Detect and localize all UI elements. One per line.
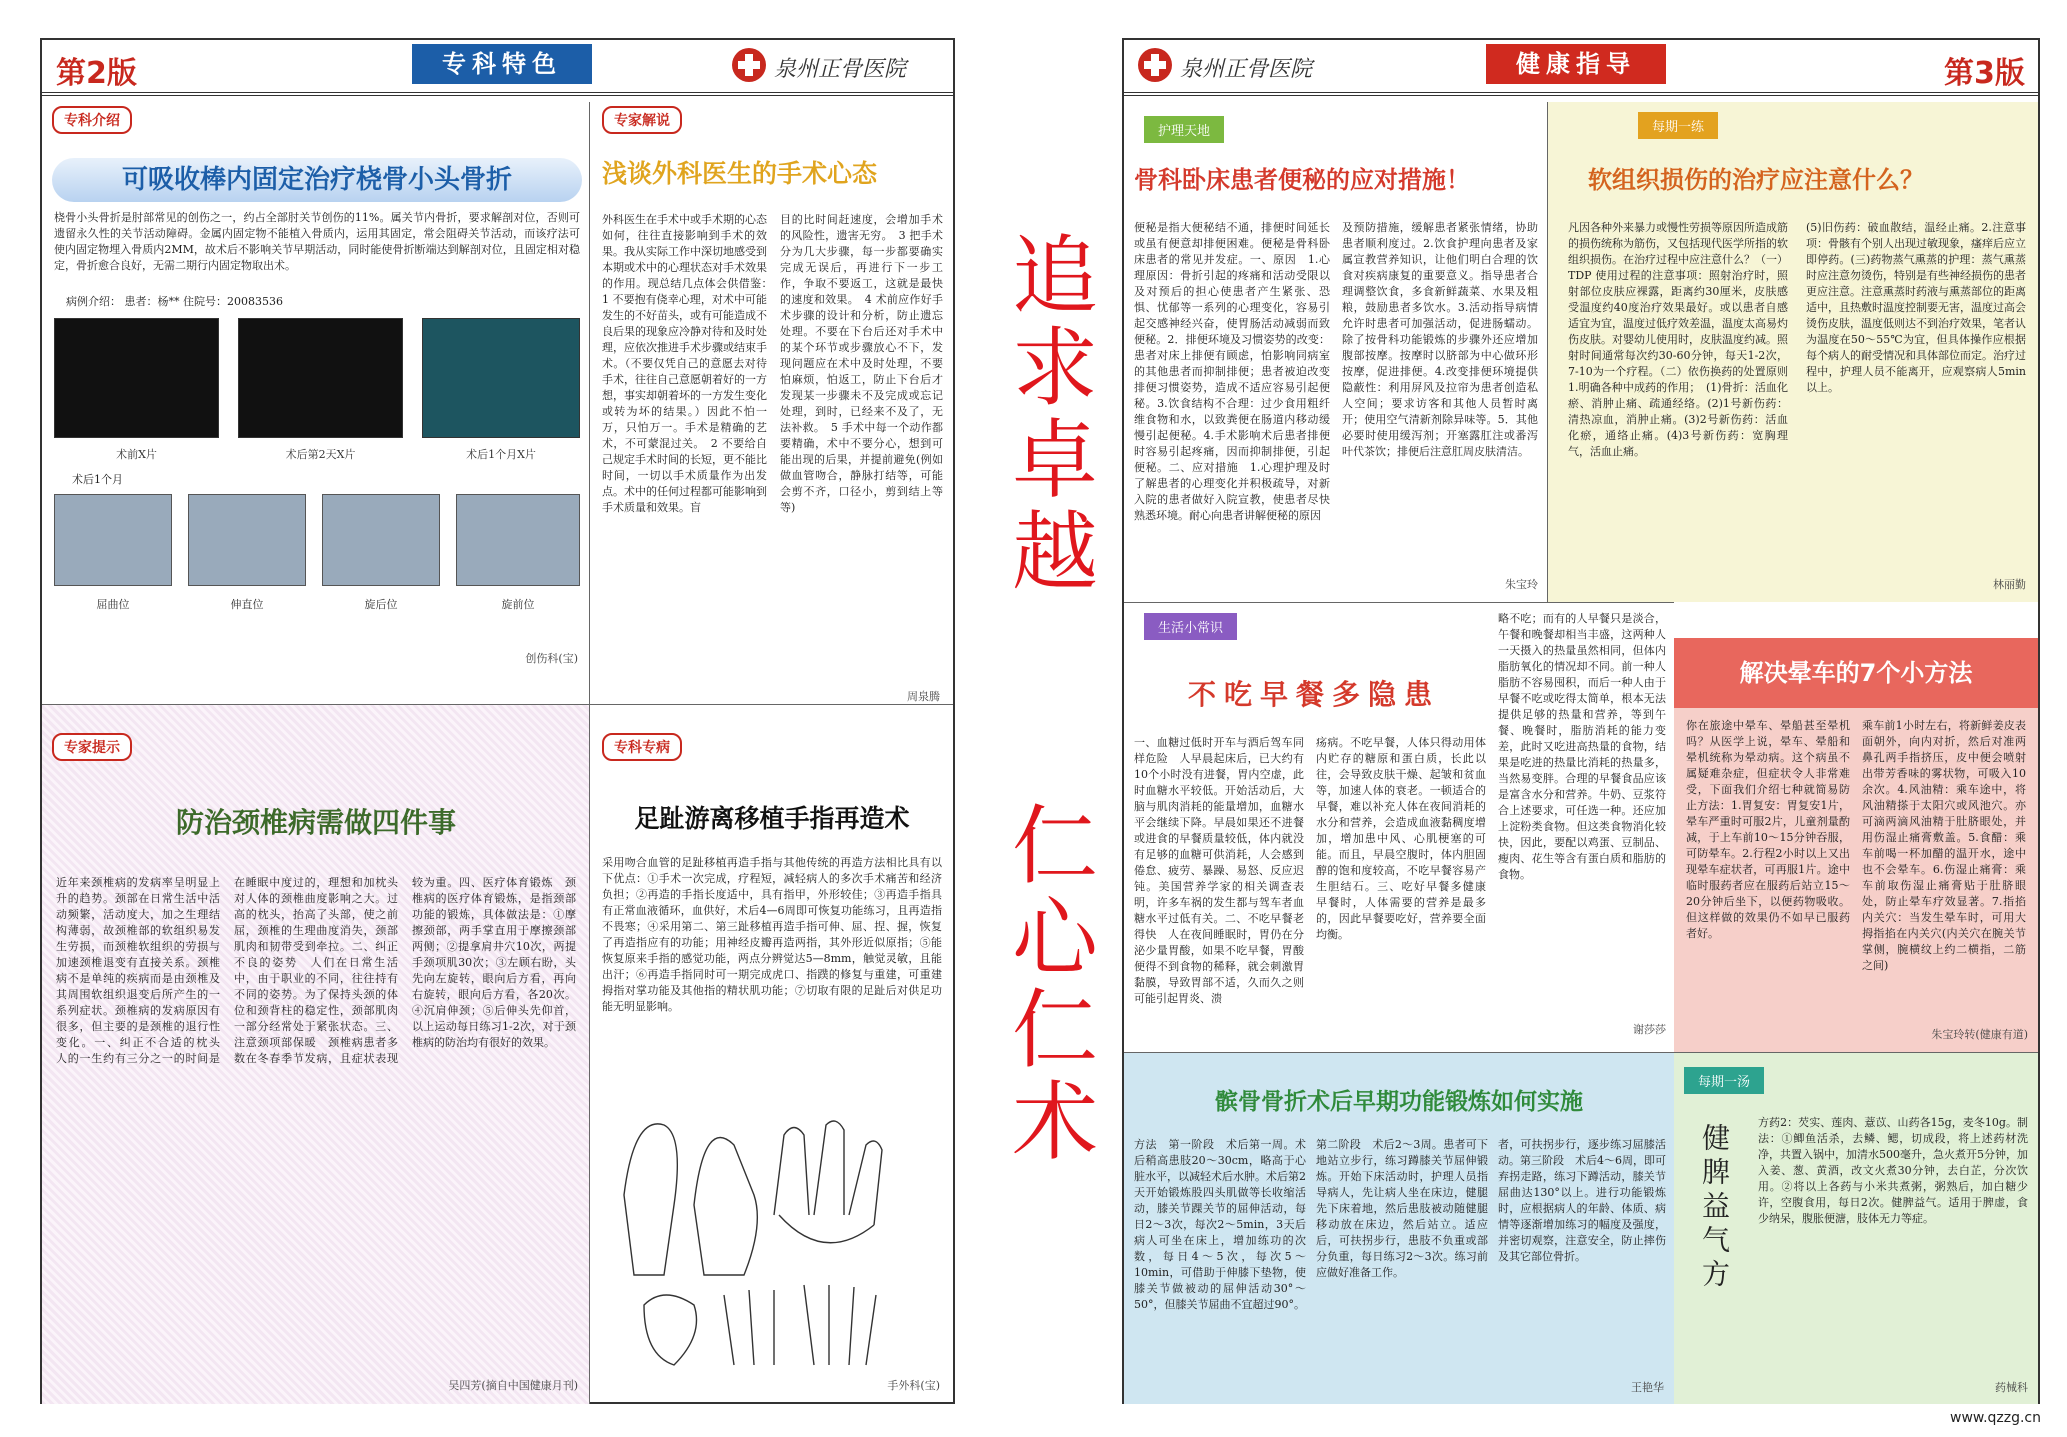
intro-block xyxy=(42,102,590,704)
soup-name: 健脾益气方 xyxy=(1698,1123,1731,1293)
nursing-col1: 便秘是指大便秘结不通，排便时间延长或虽有便意却排便困难。便秘是骨科卧床患者的常见并发症。一、原因 1.心理原因：骨折引起的疼痛和活动受限以及对预后的担心使患者产生紧张、恐惧、忧郁等一系列的心理变化，容易引起交感神经兴奋，使胃肠活动减弱而致便秘。2．排便环境及习惯姿势的改变：患者对床上排便有顾虑，怕影响同病室的其他患者而抑制排便；患者被迫改变排便习惯姿势，造成不适应容易引起便秘。3.饮食结构不合理：过少食用粗纤维食物和水，以致粪便在肠道内移动缓慢引起便秘。4.手术影响术后患者排便时容易引起疼痛，因而抑制排便，引起便秘。二、应对措施 1.心理护理及时了解患者的心理变化并积极疏导，对新入院的患者做好入院宣教，使患者尽快熟悉环境。耐心向患者讲解便秘的原因 xyxy=(1134,221,1330,522)
intro-author: 创伤科(宝) xyxy=(525,652,578,665)
expert-col2: 目的比时间赶速度，会增加手术的风险性，遗害无穷。 3 把手术分为几大步骤，每一步都要确实完成无误后，再进行下一步工作，争取不要返工，这就是最快的速度和效果。 4 术前应作好手术步骤的设计和分析，防止遗忘处理。不要在下台后还对手术中的某个环节或步骤放心不下，发现问题应在术中及时处理，不要怕麻烦，怕返工，防止下台后才发现某一步骤未不及完成或忘记处理，到时，已经来不及了，无法补救。 5 手术中每一个动作都要精确，术中不要分心，想到可能出现的后果，并提前避免(例如做血管吻合，静脉打结等，可能会剪不齐，口径小，剪到结上等等) xyxy=(780,213,943,514)
travel-title: 解决晕车的7个小方法 xyxy=(1674,638,2038,708)
xray-caption: 术后1个月X片 xyxy=(466,448,536,461)
weekly-title: 软组织损伤的治疗应注意什么？ xyxy=(1588,166,1924,194)
banner-top: 追求卓越 xyxy=(997,230,1097,598)
fracture-col1: 方法 第一阶段 术后第一周。术后稍高患肢20～30cm，略高于心脏水平，以减轻术后水肿。术后第2天开始锻炼股四头肌做等长收缩活动，膝关节踝关节的屈伸活动，每日2～3次，每次2～5min，3天后病人可坐在床上，增加练功的次数，每日4～5次，每次5～10min，可借助于伸膝下垫物，使膝关节做被动的屈伸活动30°～50°，但膝关节屈曲不宜超过90°。 xyxy=(1134,1138,1306,1311)
intro-case: 病例介绍： 患者：杨** 住院号：20083536 xyxy=(66,295,283,308)
soup-body: 方药2：芡实、莲肉、薏苡、山药各15g，麦冬10g。制法：①鲫鱼活杀，去鳞、鳃，切成段，将上述药材洗净，共置入锅中，加清水500毫升，急火煮开5分钟，加入姜、葱、黄酒，改文火煮30分钟，去白芷，分次饮用。②将以上各药与小米共煮粥，粥熟后，加白糖少许，空腹食用，每日2次。健脾益气。适用于脾虚，食少纳呆，腹胀便溏，肢体无力等症。 xyxy=(1758,1116,2028,1225)
fracture-block xyxy=(1124,1052,1674,1404)
xray-3 xyxy=(422,318,580,438)
weekly-tag: 每期一练 xyxy=(1638,112,1718,139)
tips-block xyxy=(42,704,590,1404)
life-col3: 略不吃；而有的人早餐只是淡合，午餐和晚餐却相当丰盛，这两种人一天摄入的热量虽然相同，但体内脂肪氧化的情况却不同。前一种人脂肪不容易囤积，而后一种人由于早餐不吃或吃得太简单，根本无法提供足够的热量和营养，等到午餐、晚餐时，脂肪消耗的能力变差，此时又吃进高热量的食物，结果是吃进的热量比消耗的热量多，当然易变胖。合理的早餐食品应该是富含水分和营养。牛奶、豆浆符合上述要求，可任选一种。还应加上淀粉类食物。但这类食物消化较快，因此，要配以鸡蛋、豆制品、瘦肉、花生等含有蛋白质和脂肪的食物。 xyxy=(1498,612,1666,881)
photo-caption: 伸直位 xyxy=(230,598,264,611)
intro-body: 桡骨小头骨折是肘部常见的创伤之一，约占全部肘关节创伤的11%。属关节内骨折，要求解剖对位，否则可遗留永久性的关节活动障碍。金属内固定物不能植入骨质内，运用其固定，常会阻碍关节活动，而该疗法可使内固定物埋入骨质内2MM，故术后不影响关节早期活动，同时能使骨折断端达到解剖对位，且固定相对稳定，骨折愈合良好，无需二期行内固定物取出术。 xyxy=(54,211,580,272)
page-number: 第3版 xyxy=(1944,56,2025,91)
watermark: www.qzzg.cn xyxy=(1950,1410,2042,1426)
after-label: 术后1个月 xyxy=(72,473,123,486)
life-col2: 疡病。不吃早餐，人体只得动用体内贮存的糖原和蛋白质，长此以往，会导致皮肤干燥、起皱和贫血等，加速人体的衰老。一顿适合的早餐，难以补充人体在夜间消耗的水分和营养，会造成血液黏稠度增加，增加患中风、心肌梗塞的可能。而且，早晨空腹时，体内胆固醇的饱和度较高，不吃早餐容易产生胆结石。三、吃好早餐多健康 早餐时，人体需要的营养是最多的，因此早餐要吃好，营养要全面均衡。 xyxy=(1316,736,1497,941)
nursing-author: 朱宝玲 xyxy=(1505,578,1538,591)
xray-caption: 术后第2天X片 xyxy=(285,448,356,461)
expert-tag: 专家解说 xyxy=(602,106,682,134)
life-title: 不吃早餐多隐患 xyxy=(1187,678,1440,711)
nursing-title: 骨科卧床患者便秘的应对措施！ xyxy=(1134,166,1470,194)
photo-2 xyxy=(188,494,306,586)
photo-caption: 旋前位 xyxy=(501,598,535,611)
xray-1 xyxy=(54,318,219,438)
hospital-logo xyxy=(732,46,942,86)
nursing-col2: 及预防措施，缓解患者紧张情绪，协助患者顺利度过。2.饮食护理向患者及家属宣教营养知识，让他们明白合理的饮食对疾病康复的重要意义。指导患者合理调整饮食，多食新鲜蔬菜、水果及粗粮，鼓励患者多饮水。3.活动指导病情允许时患者可加强活动，促进肠蠕动。除了按骨科功能锻炼的步骤外还应增加腹部按摩。按摩时以脐部为中心做环形按摩，促进排便。4.改变排便环境提供隐蔽性：利用屏风及拉帘为患者创造私人空间；要求访客和其他人员暂时离开；使用空气清新剂除异味等。5．其他必要时使用缓泻剂；开塞露肛注或番泻叶代茶饮；排便后注意肛周皮肤清洁。 xyxy=(1342,221,1538,458)
intro-tag: 专科介绍 xyxy=(52,106,132,134)
section-title: 专科特色 xyxy=(412,44,592,84)
weekly-col2: (5)旧伤药：破血散结，温经止痛。2.注意事项：骨骸有个别人出现过敏现象，瘙痒后应立即停药。(三)药物蒸气熏蒸的护理：蒸气熏蒸时应注意勿烫伤，特别是有些神经损伤的患者更应注意。注意熏蒸时药液与熏蒸部位的距离适中，且热敷时温度控制要无害，温度过高会烫伤皮肤，温度低则达不到治疗效果，笔者认为温度在50～55℃为宜，但具体操作应根据每个病人的耐受情况和具体部位而定。治疗过程中，护理人员不能离开，应观察病人5min以上。 xyxy=(1806,221,2026,394)
xray-2 xyxy=(238,318,403,438)
xray-caption: 术前X片 xyxy=(116,448,157,461)
tips-tag: 专家提示 xyxy=(52,733,132,761)
life-col1: 一、血糖过低时开车与酒后驾车同样危险 人早晨起床后，已大约有10个小时没有进餐，胃内空虚，此时血糖水平较低。开始活动后，大脑与肌肉消耗的能量增加，血糖水平会继续下降。早晨如果还不进餐或进食的早餐质量较低，体内就没有足够的血糖可供消耗，人会感到倦怠、疲劳、暴躁、易怒、反应迟钝。美国营养学家的相关调查表明，许多车祸的发生都与驾车者血糖水平过低有关。二、不吃早餐老得快 人在夜间睡眠时，胃仍在分泌少量胃酸，如果不吃早餐，胃酸便得不到食物的稀释，就会刺激胃黏膜，导致胃部不适，久而久之则可能引起胃炎、溃 xyxy=(1134,736,1304,1005)
life-author: 谢莎莎 xyxy=(1633,1023,1666,1036)
tips-author: 吴四芳(摘自中国健康月刊) xyxy=(448,1379,578,1392)
expert-col1: 外科医生在手术中或手术期的心态如何，往往直接影响到手术的效果。我从实际工作中深切地感受到本期或术中的心理状态对手术效果的作用。现总结几点体会供借鉴： 1 不要抱有侥幸心理，对术中可能发生的不好苗头，或有可能造成不良后果的现象应冷静对待和及时处理，应依次推进手术步骤或结束手术。（不要仅凭自己的意愿去对待手术，往往自己意愿朝着好的一方想，事实却朝着坏的一方发生变化或转为坏的结果。）因此不怕一万，只怕万一。手术是精确的艺术，不可蒙混过关。 2 不要给自己规定手术时间的长短，更不能比时间，一切以手术质量作为出发点。术中的任何过程都可能影响到手术质量和效果。盲 xyxy=(602,213,778,514)
photo-caption: 旋后位 xyxy=(364,598,398,611)
cross-icon xyxy=(732,48,766,82)
logo-text: 泉州正骨医院 xyxy=(1180,57,1313,82)
tips-title: 防治颈椎病需做四件事 xyxy=(175,806,456,839)
soup-author: 药械科 xyxy=(1995,1381,2028,1394)
cross-icon xyxy=(1138,48,1172,82)
special-author: 手外科(宝) xyxy=(887,1379,940,1392)
special-body: 采用吻合血管的足趾移植再造手指与其他传统的再造方法相比具有以下优点：①手术一次完成，疗程短，减轻病人的多次手术痛苦和经济负担；②再造的手指长度适中，具有指甲，外形较佳；③再造手指具有正常血液循环，血供好，术后4—6周即可恢复功能练习，且再造指不畏寒；④采用第二、第三趾移植再造手指可伸、屈、捏、握，恢复了再造指应有的功能；用神经皮瓣再造两指，其外形近似原指；⑤能恢复原来手指的感觉功能，两点分辨觉达5—8mm，触觉灵敏，且能出汗；⑥再造手指同时可一期完成虎口、指蹼的修复与重建，可重建拇指对掌功能及其他指的精状肌功能；⑦切取有限的足趾后对供足功能无明显影响。 xyxy=(602,856,942,1013)
soup-tag: 每期一汤 xyxy=(1684,1067,1764,1094)
travel-author: 朱宝玲转(健康有道) xyxy=(1931,1028,2028,1041)
left-header xyxy=(42,40,953,96)
fracture-col2: 第二阶段 术后2～3周。患者可下地站立步行，练习蹲膝关节屈伸锻炼。开始下床活动时，护理人员指导病人，先让病人坐在床边，健腿先下床着地，然后患肢被动随健腿移动放在床边，然后站立。适应后，可扶拐步行，患肢不负重或部分负重，每日练习2～3次。练习前应做好准备工作。 xyxy=(1316,1138,1488,1279)
tips-body: 近年来颈椎病的发病率呈明显上升的趋势。颈部在日常生活中活动频繁，活动度大，加之生理结构薄弱，故颈椎部的软组织易发生劳损，而颈椎软组织的劳损与加速颈椎退变有直接关系。颈椎病不是单纯的疾病而是由颈椎及其周围软组织退变后所产生的一系列症状。颈椎病的发病原因有很多，但主要的是颈椎的退行性变化。一、纠正不合适的枕头 人的一生约有三分之一的时间是在睡眠中度过的，理想和加枕头对人体的颈椎曲度影响之大。过高的枕头，抬高了头部，使之前屈，颈椎的生理曲度消失，颈部肌肉和韧带受到牵拉。二、纠正不良的姿势 人们在日常生活中，由于职业的不同，往往持有不同的姿势。为了保持头颈的体位和颈背柱的稳定性，颈部肌肉一部分经常处于紧张状态。三、注意颈项部保暖 颈椎病患者多数在冬春季节发病，且症状表现较为重。四、医疗体育锻炼 颈椎病的医疗体育锻炼，是指颈部功能的锻炼，具体做法是：①摩擦颈部，两手掌直用于摩擦颈部两侧；②提拿肩井穴10次，两提手颈项肌30次；③左顾右盼，头先向左旋转，眼向后方看，再向右旋转，眼向后方看，各20次。④沉肩伸颈；⑤后伸头先仰首，以上运动每日练习1-2次，对于颈椎病的防治均有很好的效果。 xyxy=(56,876,576,1065)
hospital-logo xyxy=(1138,46,1348,86)
fracture-col3: 者，可扶拐步行，逐步练习屈膝活动。第三阶段 术后4～6周，即可弃拐走路，练习下蹲活动，膝关节屈曲达130°以上。进行功能锻炼时，应根据病人的年龄、体质、病情等逐渐增加练习的幅度及强度，并密切观察，注意安全，防止摔伤及其它部位骨折。 xyxy=(1498,1138,1666,1263)
nursing-tag: 护理天地 xyxy=(1144,116,1224,143)
photo-4 xyxy=(456,494,580,586)
logo-text: 泉州正骨医院 xyxy=(774,57,907,82)
travel-block xyxy=(1674,638,2038,1052)
special-block xyxy=(590,704,953,1404)
special-title: 足趾游离移植手指再造术 xyxy=(634,804,910,833)
banner-bottom: 仁心仁术 xyxy=(997,800,1097,1168)
fracture-author: 王艳华 xyxy=(1631,1381,1664,1394)
expert-block xyxy=(590,102,953,704)
soup-block xyxy=(1674,1052,2038,1404)
expert-title: 浅谈外科医生的手术心态 xyxy=(602,159,878,188)
travel-col2: 乘车前1小时左右，将新鲜姜皮表面朝外，向内对折，然后对准两鼻孔两手指挤压，皮中便会喷射出带芳香味的雾状物，可吸入10余次。4.风油精：乘车途中，将风油精搽于太阳穴或风池穴。亦可滴两滴风油精于肚脐眼处，并用伤湿止痛膏敷盖。5.食醋：乘车前喝一杯加醋的温开水，途中也不会晕车。6.伤湿止痛膏：乘车前取伤湿止痛膏贴于肚脐眼处，防止晕车疗效显著。7.指掐内关穴：当发生晕车时，可用大拇指掐在内关穴(内关穴在腕关节掌侧，腕横纹上约二横指，二筋之间) xyxy=(1862,719,2026,972)
nursing-block xyxy=(1124,102,1548,602)
travel-col1: 你在旅途中晕车、晕船甚至晕机吗？从医学上说，晕车、晕船和晕机统称为晕动病。这个病虽不属疑难杂症，但症状令人非常难受，下面我们介绍七种就简易防止方法：1.胃复安：胃复安1片，晕车严重时可服2片，儿童剂量酌减，于上车前10～15分钟吞服，可防晕车。2.行程2小时以上又出现晕车症状者，可再服1片。途中临时服药者应在服药后站立15～20分钟后坐下，以便药物吸收。但这样做的效果仍不如早已服药者好。 xyxy=(1686,719,1850,940)
photo-3 xyxy=(322,494,440,586)
weekly-block xyxy=(1548,102,2038,602)
hand-diagram xyxy=(604,1075,940,1375)
fracture-title: 髌骨骨折术后早期功能锻炼如何实施 xyxy=(1215,1089,1583,1115)
page-number: 第2版 xyxy=(56,56,137,91)
special-tag: 专科专病 xyxy=(602,733,682,761)
left-page xyxy=(40,38,955,1404)
weekly-col1: 凡因各种外来暴力或慢性劳损等原因所造成筋的损伤统称为筋伤，又包括现代医学所指的软组织损伤。在治疗过程中应注意什么？（一）TDP 使用过程的注意事项：照射治疗时，照射部位皮肤应裸露，距离约30厘米，皮肤感受温度约40度治疗效果最好。或以患者自感适宜为宜，温度过低疗效差温，温度太高易灼伤皮肤。对婴幼儿使用时，皮肤温度约减。照射时间通常每次约30-60分钟，每天1-2次，7-10为一个疗程。（二）依伤换药的处置原则 1.明确各种中成药的作用； (1)骨折：活血化瘀、消肿止痛、疏通经络。(2)1号新伤药：清热凉血，消肿止痛。(3)2号新伤药：活血化瘀，通络止痛。(4)3号新伤药：宽胸理气，活血止痛。 xyxy=(1568,221,1799,458)
photo-1 xyxy=(54,494,172,586)
life-block xyxy=(1124,602,1674,1052)
weekly-author: 林丽勤 xyxy=(1993,578,2026,591)
section-title: 健康指导 xyxy=(1486,44,1666,84)
expert-author: 周泉腾 xyxy=(907,690,940,703)
photo-caption: 屈曲位 xyxy=(96,598,130,611)
intro-title: 可吸收棒内固定治疗桡骨小头骨折 xyxy=(52,158,582,202)
life-tag: 生活小常识 xyxy=(1144,613,1237,640)
right-page xyxy=(1122,38,2040,1404)
right-header xyxy=(1124,40,2038,96)
